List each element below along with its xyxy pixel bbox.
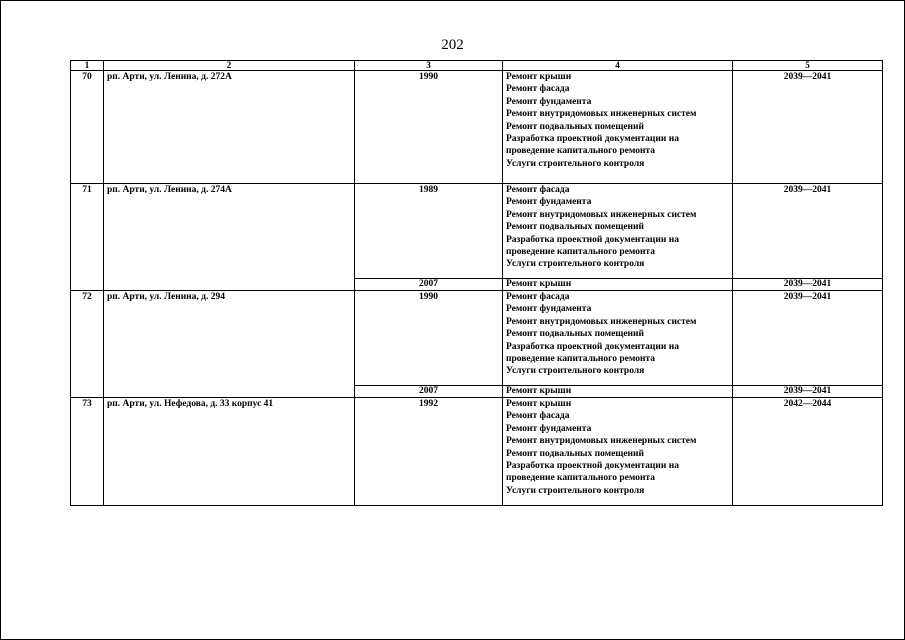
work-item: Разработка проектной документации на: [506, 234, 679, 245]
year-cell: 2007: [355, 279, 503, 291]
row-number: 73: [71, 398, 104, 506]
column-header: 5: [733, 61, 883, 71]
work-item: Ремонт внутридомовых инженерных систем: [506, 436, 697, 447]
work-item: проведение капитального ремонта: [506, 354, 655, 365]
work-item: проведение капитального ремонта: [506, 146, 655, 157]
work-item: Ремонт крыши: [506, 399, 572, 409]
table-row: [71, 71, 883, 184]
year-cell: 2007: [355, 386, 503, 398]
work-item: Ремонт подвальных помещений: [506, 222, 644, 233]
work-item: Ремонт фасада: [506, 411, 570, 422]
address-cell: рп. Арти, ул. Нефедова, д. 33 корпус 41: [104, 398, 355, 506]
works-cell: [503, 291, 733, 386]
work-item: Ремонт подвальных помещений: [506, 121, 644, 132]
works-cell: [503, 279, 733, 291]
page-number: 202: [441, 37, 464, 53]
row-number: 72: [71, 291, 104, 398]
year-cell: 1990: [355, 291, 503, 386]
period-cell: 2039—2041: [733, 291, 883, 386]
work-item: Ремонт внутридомовых инженерных систем: [506, 209, 697, 220]
work-item: Ремонт фасада: [506, 292, 570, 302]
table-row: [71, 184, 883, 279]
work-item: Ремонт фундамента: [506, 197, 592, 208]
works-cell: [503, 398, 733, 506]
work-item: проведение капитального ремонта: [506, 247, 655, 258]
work-item: Услуги строительного контроля: [506, 366, 645, 377]
period-cell: 2039—2041: [733, 279, 883, 291]
work-item: Услуги строительного контроля: [506, 259, 645, 270]
year-cell: 1990: [355, 71, 503, 184]
work-item: Разработка проектной документации на: [506, 341, 679, 352]
work-item: проведение капитального ремонта: [506, 473, 655, 484]
work-item: Ремонт внутридомовых инженерных систем: [506, 109, 697, 120]
column-header: 3: [355, 61, 503, 71]
work-item: Разработка проектной документации на: [506, 134, 679, 145]
row-number: 71: [71, 184, 104, 291]
work-item: Ремонт крыши: [506, 386, 572, 396]
period-cell: 2039—2041: [733, 184, 883, 279]
period-cell: 2042—2044: [733, 398, 883, 506]
work-item: Услуги строительного контроля: [506, 158, 645, 169]
work-item: Ремонт фундамента: [506, 304, 592, 315]
work-item: Ремонт фасада: [506, 84, 570, 95]
work-item: Услуги строительного контроля: [506, 485, 645, 496]
repair-schedule-table: [70, 60, 883, 506]
period-cell: 2039—2041: [733, 386, 883, 398]
year-cell: 1992: [355, 398, 503, 506]
column-header: 1: [71, 61, 104, 71]
work-item: Ремонт фундамента: [506, 423, 592, 434]
table-row: [71, 291, 883, 386]
work-item: Ремонт фасада: [506, 185, 570, 195]
row-number: 70: [71, 71, 104, 184]
works-cell: [503, 386, 733, 398]
year-cell: 1989: [355, 184, 503, 279]
work-item: Ремонт внутридомовых инженерных систем: [506, 316, 697, 327]
work-item: Ремонт крыши: [506, 279, 572, 289]
work-item: Разработка проектной документации на: [506, 461, 679, 472]
work-item: Ремонт фундамента: [506, 96, 592, 107]
table-row: [71, 398, 883, 506]
work-item: Ремонт подвальных помещений: [506, 329, 644, 340]
address-cell: рп. Арти, ул. Ленина, д. 272А: [104, 71, 355, 184]
period-cell: 2039—2041: [733, 71, 883, 184]
works-cell: [503, 71, 733, 184]
column-header: 4: [503, 61, 733, 71]
work-item: Ремонт крыши: [506, 72, 572, 82]
address-cell: рп. Арти, ул. Ленина, д. 274А: [104, 184, 355, 291]
address-cell: рп. Арти, ул. Ленина, д. 294: [104, 291, 355, 398]
work-item: Ремонт подвальных помещений: [506, 448, 644, 459]
column-number-row: [71, 61, 883, 71]
column-header: 2: [104, 61, 355, 71]
works-cell: [503, 184, 733, 279]
